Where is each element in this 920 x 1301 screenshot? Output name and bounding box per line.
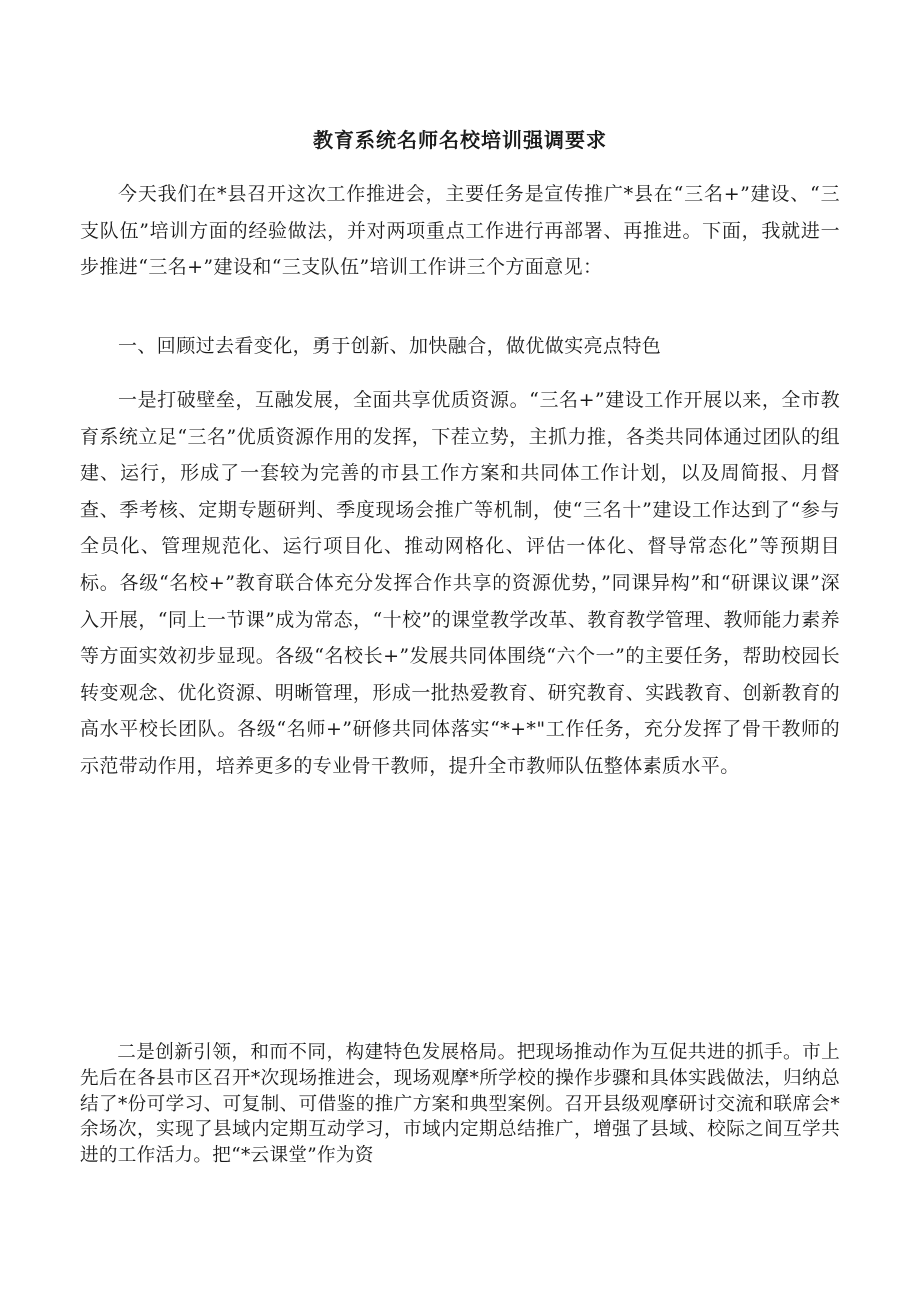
document-title: 教育系统名师名校培训强调要求 [313, 128, 607, 152]
paragraph-item-two: 二是创新引领，和而不同，构建特色发展格局。把现场推动作为互促共进的抓手。市上先后在各县市区召开*次现场推进会，现场观摩*所学校的操作步骤和具体实践做法，归纳总结了*份可学习、可复制、可借鉴的推广方案和典型案例。召开县级观摩研讨交流和联席会*余场次，实现了县域内定期互动学习，市域内定期总结推广，增强了县域、校际之间互学共进的工作活力。把“*云课堂”作为资 [80, 1042, 840, 1167]
paragraph-intro: 今天我们在*县召开这次工作推进会，主要任务是宣传推广*县在“三名+”建设、“三支队伍”培训方面的经验做法，并对两项重点工作进行再部署、再推进。下面，我就进一步推进“三名+”建设和“三支队伍”培训工作讲三个方面意见： [80, 183, 840, 279]
paragraph-item-one: 一是打破壁垒，互融发展，全面共享优质资源。“三名+”建设工作开展以来，全市教育系统立足“三名”优质资源作用的发挥，下茬立势，主抓力推，各类共同体通过团队的组建、运行，形成了一套较为完善的市县工作方案和共同体工作计划，以及周简报、月督查、季考核、定期专题研判、季度现场会推广等机制，使“三名十”建设工作达到了“参与全员化、管理规范化、运行项目化、推动网格化、评估一体化、督导常态化”等预期目标。各级“名校+”教育联合体充分发挥合作共享的资源优势，”同课异构”和“研课议课”深入开展，“同上一节课”成为常态，“十校”的课堂教学改革、教育教学管理、教师能力素养等方面实效初步显现。各级“名校长+”发展共同体围绕“六个一”的主要任务，帮助校园长转变观念、优化资源、明晰管理，形成一批热爱教育、研究教育、实践教育、创新教育的高水平校长团队。各级“名师+”研修共同体落实“*+*"工作任务，充分发挥了骨干教师的示范带动作用，培养更多的专业骨干教师，提升全市教师队伍整体素质水平。 [80, 389, 840, 777]
section-heading-review: 一、回顾过去看变化，勇于创新、加快融合，做优做实亮点特色 [118, 335, 662, 357]
